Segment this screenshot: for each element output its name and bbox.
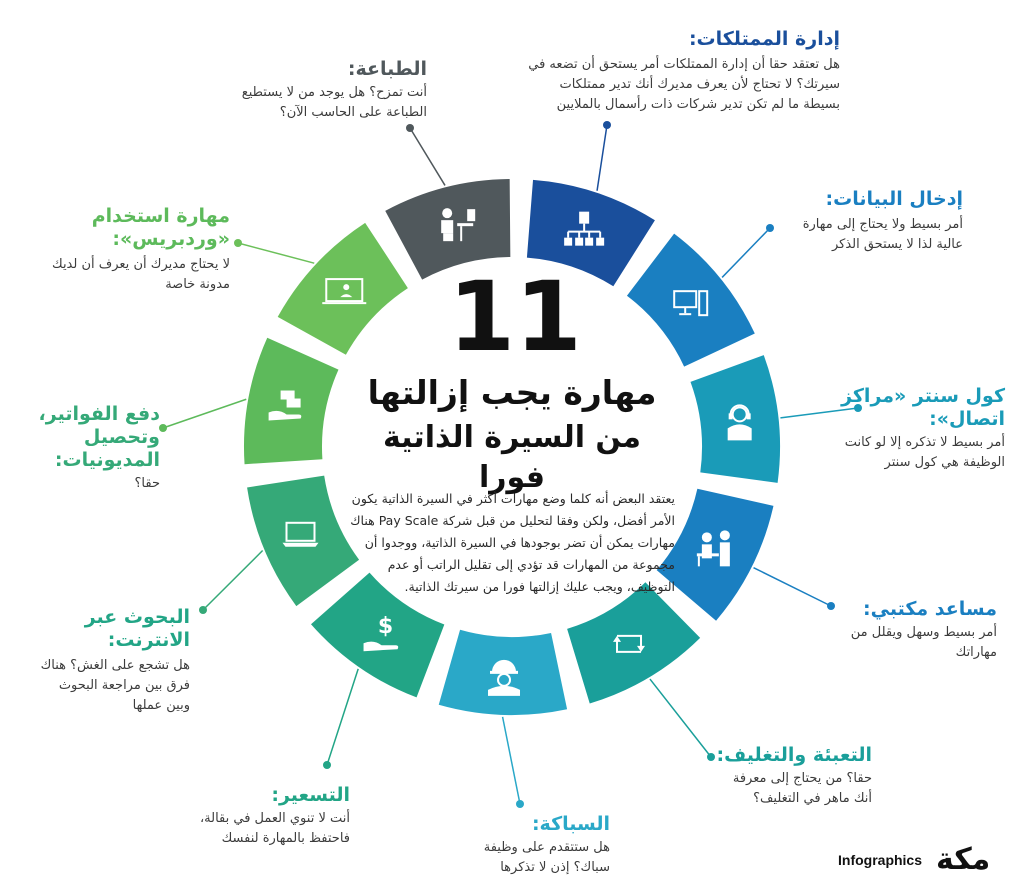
skill-title: السباكة:: [531, 813, 610, 835]
skill-text: هل تشجع على الغش؟ هناك فرق بين مراجعة البحوث وبين عملها: [40, 658, 190, 713]
ring-segment-10: [278, 223, 408, 355]
connector-line-2: [722, 228, 770, 277]
skill-text: أمر بسيط لا تذكره إلا لو كانت الوظيفة هي كول سنتر: [844, 435, 1005, 470]
ring-segment-2: [627, 234, 755, 367]
intro-paragraph: يعتقد البعض أنه كلما وضع مهارات أكثر في السيرة الذاتية يكون الأمر أفضل، ولكن وفقا لتحليل من قبل شركة Pay Scale هناك مهارات يمكن أن تضر بوجودها في السيرة الذاتية، ووجدوا أن مجموعة من المهارات قد تؤدي إلى تقليل الراتب أو عدم التوظيف، ويجب عليك إزالتها فورا من سيرتك الذاتية.: [350, 491, 675, 594]
skill-text: حقا؟ من يحتاج إلى معرفة أنك ماهر في التغليف؟: [732, 771, 872, 806]
skill-text: أنت تمزح؟ هل يوجد من لا يستطيع الطباعة على الحاسب الآن؟: [241, 85, 427, 120]
skill-block-plumbing: [470, 813, 610, 878]
skill-title: مساعد مكتبي:: [863, 598, 997, 620]
skill-block-packaging: [712, 744, 872, 809]
headline-title: مهارة يجب إزالتها: [367, 373, 657, 412]
skill-text: أمر بسيط وسهل ويقلل من مهاراتك: [850, 625, 997, 660]
headline-subtitle: من السيرة الذاتية فورا: [382, 420, 642, 495]
connector-dot-9: [159, 424, 167, 432]
skill-block-pricing: [170, 784, 350, 849]
footer-brand: Infographics: [838, 852, 923, 868]
connector-line-1: [597, 125, 607, 191]
skill-text: أنت لا تنوي العمل في بقالة، فاحتفظ بالمهارة لنفسك: [199, 811, 350, 846]
skill-title: البحوث عبر الانترنت:: [84, 606, 190, 651]
connector-line-6: [503, 717, 520, 804]
skill-block-typing: [215, 58, 427, 123]
connector-line-5: [650, 679, 711, 757]
connector-dot-1: [603, 121, 611, 129]
connector-dot-2: [766, 224, 774, 232]
headline-number: 11: [448, 261, 582, 373]
connector-line-9: [163, 399, 246, 428]
skill-title: إدخال البيانات:: [825, 188, 963, 210]
connector-dot-10: [234, 239, 242, 247]
skill-block-office-assistant: [825, 598, 997, 663]
connector-dot-6: [516, 800, 524, 808]
skill-text: حقا؟: [134, 476, 160, 491]
skill-text: هل ستتقدم على وظيفة سباك؟ إذن لا تذكرها: [483, 840, 610, 875]
connector-line-8: [203, 551, 263, 610]
skill-title: التعبئة والتغليف:: [716, 744, 872, 766]
skill-block-bills: [30, 403, 160, 494]
skill-title: دفع الفواتير، وتحصيل المديونيات:: [38, 403, 160, 471]
skill-block-online-research: [40, 606, 190, 716]
skill-text: هل تعتقد حقا أن إدارة الممتلكات أمر يستحق أن تضعه في سيرتك؟ لا تحتاج لأن يعرف مديرك أنك تدير ممتلكات بسيطة ما لم تكن تدير شركات ذات رأسمال بالملايين: [528, 57, 840, 112]
connector-line-7: [327, 669, 358, 765]
connector-dot-11: [406, 124, 414, 132]
skill-title: التسعير:: [271, 784, 350, 806]
skill-text: أمر بسيط ولا يحتاج إلى مهارة عالية لذا لا يستحق الذكر: [802, 217, 963, 252]
connector-dot-7: [323, 761, 331, 769]
connector-line-4: [754, 568, 831, 606]
skill-block-wordpress: [48, 205, 230, 295]
skill-block-data-entry: [778, 188, 963, 255]
skill-title: كول سنتر «مراكز اتصال»:: [841, 385, 1005, 430]
skill-title: إدارة الممتلكات:: [688, 28, 840, 50]
skill-block-call-center: [830, 385, 1005, 473]
skill-text: لا يحتاج مديرك أن يعرف أن لديك مدونة خاصة: [51, 257, 230, 292]
footer-logo: مكة: [936, 842, 991, 877]
connector-line-11: [410, 128, 445, 185]
connector-dot-8: [199, 606, 207, 614]
ring-segment-5: [567, 582, 700, 703]
skill-title: الطباعة:: [347, 58, 427, 80]
svg-text:$: $: [377, 614, 394, 640]
skill-block-property: [525, 28, 840, 115]
skill-title: مهارة استخدام «وردبريس»:: [91, 205, 230, 250]
connector-line-10: [238, 243, 314, 263]
